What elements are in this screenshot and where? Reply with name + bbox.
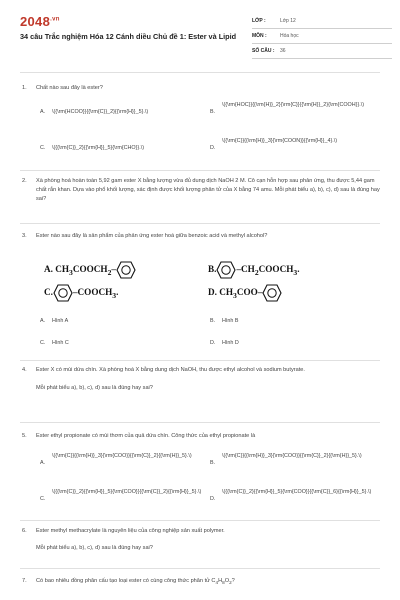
option-text: \({\rm{HCOO}}{{\rm{C}}_2}{{\rm{H}}_5}.\) [52, 109, 149, 115]
question-text-secondary: Mỗi phát biểu a), b), c), d) sau là đúng hay sai? [36, 385, 153, 392]
option-text: \({{\rm{C}}_2}{{\rm{H}}_5}{\rm{COO}}{{\rm{C}}_2}{{\rm{H}}_5}.\) [52, 489, 202, 495]
divider [20, 360, 380, 361]
meta-table [252, 14, 392, 59]
option-text: \({{\rm{C}}_2}{{\rm{H}}_5}{\rm{CHO}}.\) [52, 145, 144, 151]
structure-b: B. $-CH_2COOCH_3$. [208, 261, 299, 279]
option-label: A. [40, 318, 46, 324]
question-number: 7. [22, 578, 27, 584]
question-number: 2. [22, 178, 27, 184]
question-number: 3. [22, 233, 27, 239]
structure-text: COOCH [77, 287, 113, 298]
structure-c: C. $-COOCH_3$. [44, 284, 118, 302]
question-number: 6. [22, 528, 27, 534]
logo-text: 2048 [20, 14, 51, 29]
divider [20, 170, 380, 171]
question-text: Xà phòng hoá hoàn toàn 5,92 gam ester X bằng lượng vừa đủ dung dịch NaOH 2 M. Cô cạn hỗn hợp sau phản ứng, thu được 5,44 gam chất rắn khan. Dựa vào phổ khối lượng, xác định được khối lượng phân tử của X bằng 74 amu. Mỗi phát biểu a), b), c), d) sau là đúng hay sai? [36, 178, 380, 203]
structure-text: . [297, 264, 300, 275]
question-text-secondary: Mỗi phát biểu a), b), c), d) sau là đúng hay sai? [36, 545, 153, 552]
question-text [36, 577, 380, 587]
option-label: A. [40, 460, 46, 466]
meta-key: MÔN : [252, 33, 267, 39]
option-text: Hình D [222, 340, 239, 346]
question-4 [20, 366, 380, 393]
formula-text: O [224, 578, 230, 584]
divider [20, 568, 380, 569]
structure-text: A. CH [44, 264, 70, 275]
subscript: 3 [69, 267, 73, 277]
question-text-main: Có bao nhiêu đồng phân cấu tạo loại ester có cùng công thức phân tử C [36, 578, 216, 584]
question-number: 1. [22, 85, 27, 91]
subscript: 4 [215, 580, 219, 586]
option-label: A. [40, 109, 46, 115]
subscript: 2 [254, 267, 259, 277]
meta-key: SỐ CÂU : [252, 48, 275, 54]
benzene-ring-icon [116, 261, 136, 279]
option-text: Hình A [52, 318, 69, 324]
subscript: 3 [293, 267, 298, 277]
question-text: Ester nào sau đây là sản phẩm của phản ứng ester hoá giữa benzoic acid và methyl alcohol? [36, 233, 268, 239]
meta-key: LỚP : [252, 18, 266, 24]
header [20, 14, 390, 62]
formula-text: ? [231, 578, 235, 584]
divider [20, 223, 380, 224]
question-text: Ester methyl methacrylate là nguyên liệu của công nghiệp sản xuất polymer. [36, 528, 225, 534]
document-title: 34 câu Trắc nghiệm Hóa 12 Cánh diều Chủ đề 1: Ester và Lipid [20, 32, 237, 41]
site-logo[interactable] [20, 14, 60, 29]
option-text: \({\rm{HOC}}{{\rm{H}}_2}{\rm{C}}{{\rm{H}}_2}{\rm{COOH}}.\) [222, 102, 365, 108]
option-label: D. [210, 340, 216, 346]
question-number: 4. [22, 367, 27, 373]
meta-row-count [252, 44, 392, 59]
question-text: Ester X có mùi dứa chín. Xà phòng hoá X bằng dung dịch NaOH, thu được ethyl alcohol và sodium butyrate. [36, 367, 305, 373]
meta-value: Hóa học [280, 33, 299, 39]
structure-text: D. CH [208, 287, 234, 298]
question-7 [20, 577, 380, 587]
structure-text: B. [208, 264, 217, 275]
benzene-ring-icon [262, 284, 282, 302]
benzene-ring-icon [53, 284, 73, 302]
option-text: \({{\rm{C}}_2}{{\rm{H}}_5}{\rm{COO}}{{\rm{C}}_6}{{\rm{H}}_5}.\) [222, 489, 372, 495]
divider [20, 520, 380, 521]
structure-text: . [116, 287, 119, 298]
meta-value: 36 [280, 48, 286, 54]
option-label: C. [40, 145, 46, 151]
meta-value: Lớp 12 [280, 18, 296, 24]
question-text: Chất nào sau đây là ester? [36, 85, 103, 91]
question-2 [20, 177, 380, 205]
question-5 [20, 432, 380, 441]
subscript: 8 [222, 580, 225, 586]
option-text: Hình C [52, 340, 69, 346]
question-3 [20, 232, 380, 241]
logo-suffix: .vn [50, 16, 60, 23]
question-1 [20, 84, 380, 93]
formula-text: H [218, 578, 223, 584]
option-label: C. [40, 340, 46, 346]
subscript: 2 [107, 267, 112, 277]
option-label: B. [210, 460, 216, 466]
option-text: Hình B [222, 318, 239, 324]
divider [20, 422, 380, 423]
structure-d: D. $CH_3COO-$ [208, 284, 282, 302]
subscript: 2 [229, 580, 232, 586]
structure-text: CH [241, 264, 255, 275]
option-text: \({\rm{C}}{{\rm{H}}_3}{\rm{COON}}{{\rm{H}}_4}.\) [222, 138, 338, 144]
structure-text: COOCH [72, 264, 108, 275]
meta-row-class [252, 14, 392, 29]
structure-text: COO [236, 287, 258, 298]
question-number: 5. [22, 433, 27, 439]
structure-a: A. $CH_3COOCH_2-$ [44, 261, 136, 279]
option-label: D. [210, 496, 216, 502]
meta-row-subject [252, 29, 392, 44]
structure-options-image [40, 257, 380, 307]
option-label: B. [210, 109, 216, 115]
question-text: Ester ethyl propionate có mùi thơm của quả dứa chín. Công thức của ethyl propionate là [36, 433, 256, 439]
option-label: C. [40, 496, 46, 502]
option-label: B. [210, 318, 216, 324]
subscript: 3 [112, 290, 117, 300]
structure-text: C. [44, 287, 53, 298]
benzene-ring-icon [216, 261, 236, 279]
subscript: 3 [233, 290, 237, 300]
structure-text: COOCH [258, 264, 294, 275]
divider [20, 72, 380, 73]
option-label: D. [210, 145, 216, 151]
option-text: \({\rm{C}}{{\rm{H}}_3}{\rm{COO}}{{\rm{C}}_2}{{\rm{H}}_5}.\) [222, 453, 362, 459]
option-text: \({\rm{C}}{{\rm{H}}_3}{\rm{COO}}{{\rm{C}}_2}{{\rm{H}}_5}.\) [52, 453, 192, 459]
question-6 [20, 527, 380, 553]
